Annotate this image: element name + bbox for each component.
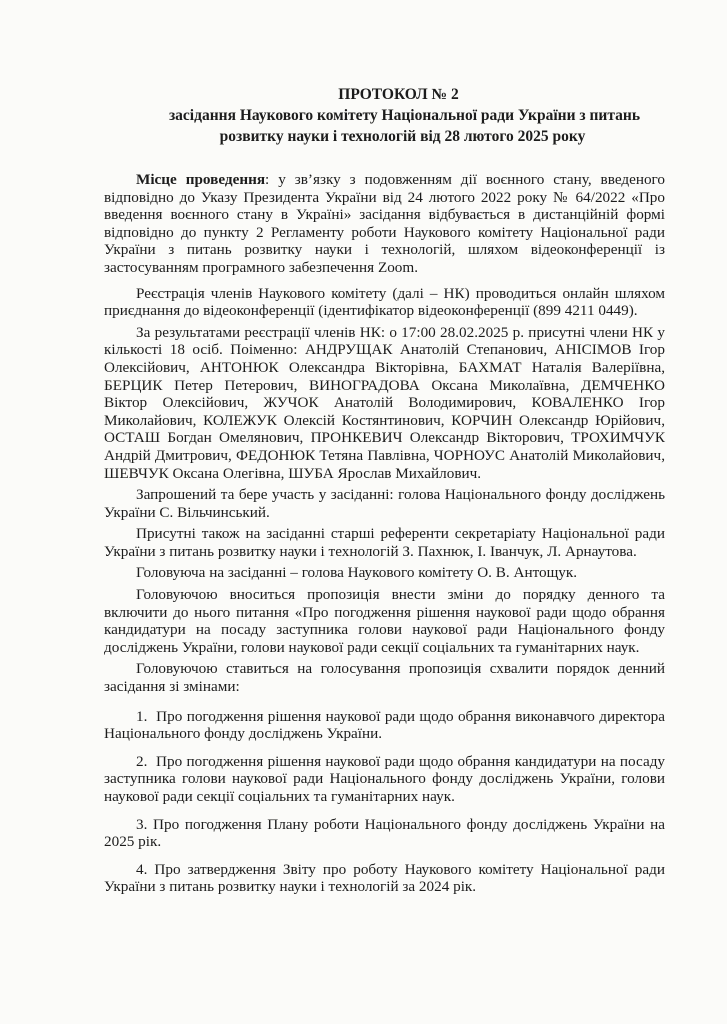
venue-label: Місце проведення [136, 171, 266, 188]
agenda-item-number: 2. [136, 752, 148, 770]
protocol-body [104, 171, 665, 896]
agenda-item-text: Про затвердження Звіту про роботу Наукового комітету Національної ради України з питань розвитку науки і технологій за 2024 рік. [104, 860, 665, 896]
agenda-item-text: Про погодження Плану роботи Національного фонду досліджень України на 2025 рік. [104, 815, 665, 851]
vote-paragraph: Головуючою ставиться на голосування пропозиція схвалити порядок денний засідання зі змінами: [104, 660, 665, 696]
agenda-item-number: 3. [136, 815, 148, 833]
proposal-paragraph: Головуючою вноситься пропозиція внести зміни до порядку денного та включити до нього питання «Про погодження рішення наукової ради щодо обрання кандидатури на посаду заступника голови наукової ради Національного фонду досліджень України, голови наукової ради секції соціальних та гуманітарних наук. [104, 586, 665, 656]
invited-paragraph: Запрошений та бере участь у засіданні: голова Національного фонду досліджень України С. Вільчинський. [104, 486, 665, 521]
attendance-paragraph: За результатами реєстрації членів НК: о 17:00 28.02.2025 р. присутні члени НК у кількості 18 осіб. Поіменно: АНДРУЩАК Анатолій Степанович, АНІСІМОВ Ігор Олексійович, АНТОНЮК Олександра Вікторівна, БАХМАТ Наталія Валеріївна, БЕРЦИК Петер Петерович, ВИНОГРАДОВА Оксана Миколаївна, ДЕМЧЕНКО Віктор Олексійович, ЖУЧОК Анатолій Володимирович, КОВАЛЕНКО Ігор Миколайович, КОЛЕЖУК Олексій Костянтинович, КОРЧИН Олександр Юрійович, ОСТАШ Богдан Омелянович, ПРОНКЕВИЧ Олександр Вікторович, ТРОХИМЧУК Андрій Дмитрович, ФЕДОНЮК Тетяна Павлівна, ЧОРНОУС Анатолій Миколайович, ШЕВЧУК Оксана Олегівна, ШУБА Ярослав Михайлович. [104, 323, 665, 482]
venue-text: : у зв’язку з подовженням дії воєнного стану, введеного відповідно до Указу Президента України від 24 лютого 2022 року № 64/2022 «Про введення воєнного стану в Україні» засідання відбувається в дистанційній формі відповідно до пункту 2 Регламенту роботи Наукового комітету Національної ради України з питань розвитку науки і технологій, шляхом відеоконференції із застосуванням програмного забезпечення Zoom. [104, 171, 665, 276]
chair-paragraph: Головуюча на засіданні – голова Наукового комітету О. В. Антощук. [136, 564, 578, 582]
protocol-subtitle-line-1: засідання Наукового комітету Національної ради України з питань [168, 107, 641, 124]
protocol-title: ПРОТОКОЛ № 2 [338, 86, 459, 103]
registration-paragraph: Реєстрація членів Наукового комітету (далі – НК) проводиться онлайн шляхом приєднання до відеоконференції (ідентифікатор відеоконференції (899 4211 0449). [104, 284, 665, 320]
agenda-item-text: Про погодження рішення наукової ради щодо обрання виконавчого директора Національного фонду досліджень України. [104, 707, 665, 743]
protocol-header [104, 84, 665, 147]
agenda-item-number: 1. [136, 707, 148, 725]
agenda-item [104, 753, 665, 806]
agenda-item [104, 861, 665, 896]
agenda-item [104, 708, 665, 743]
venue-paragraph [104, 171, 665, 277]
agenda-item-text: Про погодження рішення наукової ради щодо обрання кандидатури на посаду заступника голови наукової ради Національного фонду досліджень України, голови наукової ради секції соціальних та гуманітарних наук. [104, 752, 666, 805]
protocol-subtitle-line-2: розвитку науки і технологій від 28 лютого 2025 року [219, 128, 586, 145]
agenda-item [104, 816, 665, 851]
also-present-paragraph: Присутні також на засіданні старші референти секретаріату Національної ради України з питань розвитку науки і технологій З. Пахнюк, І. Іванчук, Л. Арнаутова. [104, 525, 665, 560]
agenda-list [104, 708, 665, 896]
agenda-item-number: 4. [136, 860, 148, 878]
